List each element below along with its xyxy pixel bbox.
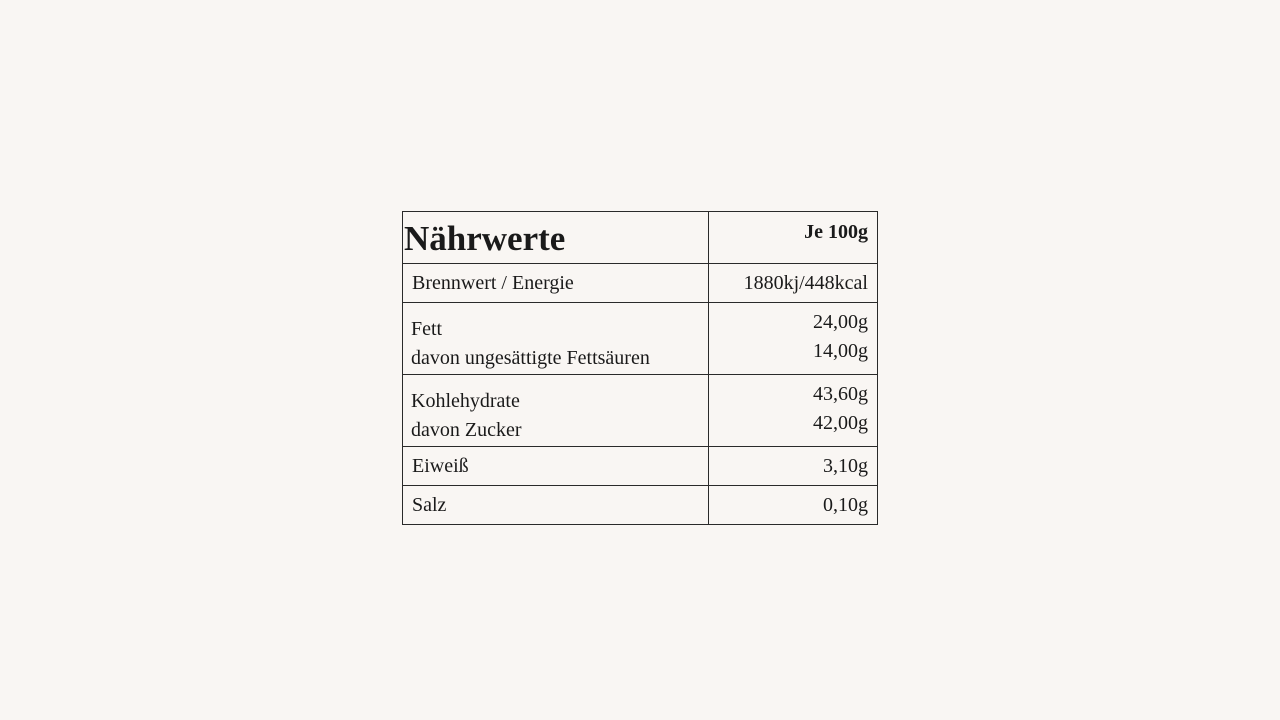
nutrient-value-carbohydrates: 43,60g (813, 383, 868, 405)
unit-header: Je 100g (709, 212, 878, 264)
nutrient-label-fat: Fett (411, 318, 443, 340)
nutrient-value (709, 264, 878, 303)
nutrient-value (709, 447, 878, 486)
table-row-protein (403, 447, 878, 486)
nutrient-value (709, 303, 878, 375)
nutrient-value (709, 486, 878, 525)
nutrient-value-fat: 24,00g (813, 311, 868, 333)
nutrient-value-energy: 1880kj/448kcal (743, 271, 868, 294)
nutrient-label (403, 264, 709, 303)
nutrient-label-protein: Eiweiß (412, 454, 469, 477)
table-row-salt (403, 486, 878, 525)
nutrient-value-unsaturated-fat: 14,00g (813, 340, 868, 362)
nutrient-label (403, 375, 709, 447)
table-row-fat (403, 303, 878, 375)
nutrient-value (709, 375, 878, 447)
nutrient-value-protein: 3,10g (823, 454, 868, 477)
nutrient-label (403, 486, 709, 525)
nutrient-label-unsaturated-fat: davon ungesättigte Fettsäuren (411, 347, 650, 369)
table-title: Nährwerte (403, 212, 709, 264)
nutrient-label-energy: Brennwert / Energie (412, 271, 574, 294)
nutrient-label-sugar: davon Zucker (411, 419, 522, 441)
table-header-row (403, 212, 878, 264)
table-row-energy (403, 264, 878, 303)
nutrient-value-sugar: 42,00g (813, 412, 868, 434)
nutrient-label (403, 303, 709, 375)
nutrient-label-carbohydrates: Kohlehydrate (411, 390, 520, 412)
nutrition-table (402, 211, 878, 525)
nutrient-value-salt: 0,10g (823, 493, 868, 516)
nutrient-label-salt: Salz (412, 493, 447, 516)
table-row-carbohydrates (403, 375, 878, 447)
nutrient-label (403, 447, 709, 486)
